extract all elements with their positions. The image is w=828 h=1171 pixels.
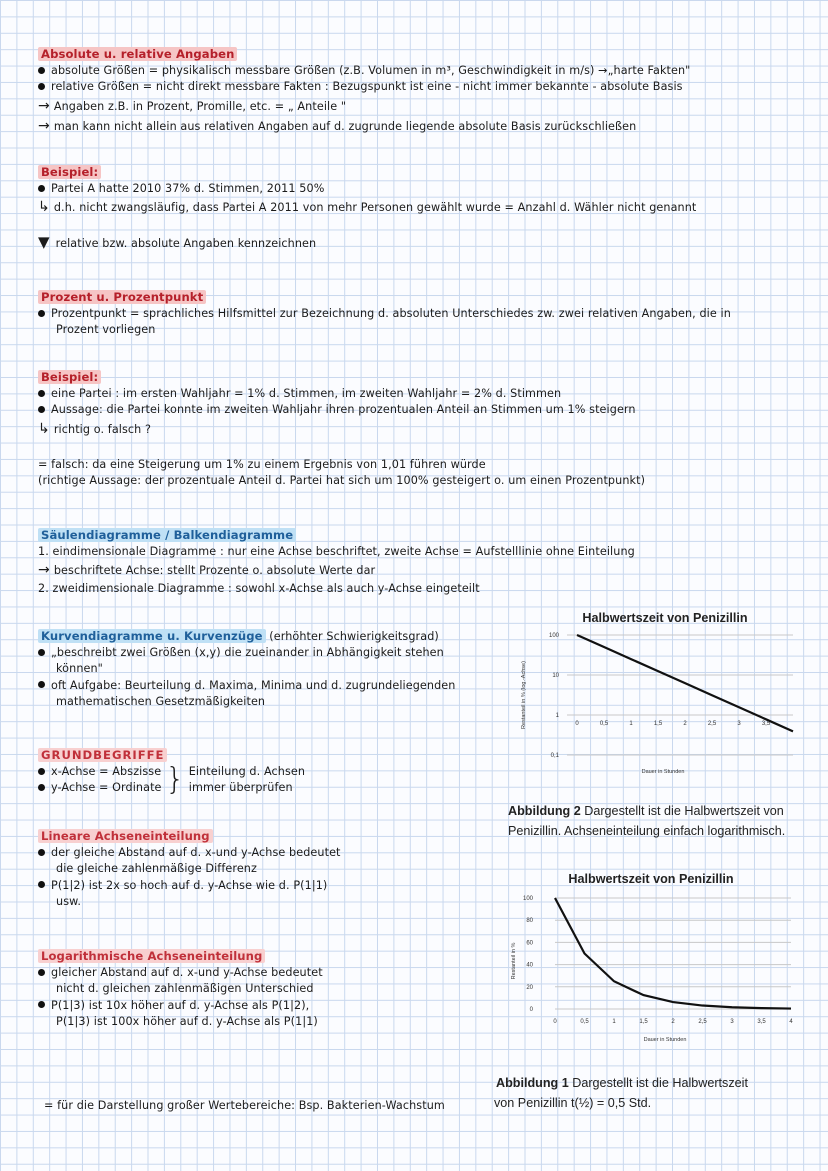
section-kurvendiagramme (38, 628, 518, 710)
bullet-icon (38, 390, 45, 397)
arrow-right-icon: → (38, 97, 50, 114)
text-line: immer überprüfen (188, 781, 293, 795)
x-tick-label: 2 (683, 721, 687, 727)
arrow-right-icon: → (38, 118, 50, 134)
text-line: (richtige Aussage: der prozentuale Anteil d. Partei hat sich um 100% gesteigert o. um einen Prozentpunkt) (38, 474, 646, 488)
section-title: Lineare Achseneinteilung (38, 829, 213, 843)
x-tick-label: 1 (612, 1019, 616, 1025)
bullet-icon (38, 310, 45, 317)
bullet-icon (38, 681, 45, 688)
text-line: richtig o. falsch ? (53, 422, 152, 436)
series-line (555, 898, 791, 1009)
x-tick-label: 0 (575, 721, 579, 727)
section-title: Logarithmische Achseneinteilung (38, 949, 265, 963)
y-tick-label: 100 (548, 633, 559, 639)
section-title: Säulendiagramme / Balkendiagramme (38, 528, 296, 542)
text-line: relative Größen = nicht direkt messbare Fakten : Bezugspunkt ist eine - nicht immer bekannte - absolute Basis (51, 80, 683, 94)
x-tick-label: 1,5 (653, 721, 663, 727)
arrow-right-icon: → (38, 562, 50, 579)
text-line: eine Partei : im ersten Wahljahr = 1% d. Stimmen, im zweiten Wahljahr = 2% d. Stimmen (51, 387, 562, 401)
figure-1-caption (494, 1074, 814, 1113)
x-tick-label: 3,5 (761, 721, 771, 727)
x-tick-label: 0 (553, 1019, 557, 1025)
figure-2-caption (508, 802, 818, 841)
y-tick-label: 40 (526, 962, 533, 969)
caption-label: Abbildung 2 (508, 804, 581, 818)
text-line: d.h. nicht zwangsläufig, dass Partei A 2011 von mehr Personen gewählt wurde = Anzahl d. Wähler nicht genannt (53, 201, 697, 215)
text-line: Angaben z.B. in Prozent, Promille, etc. = „ Anteile " (53, 99, 347, 113)
text-line: Prozentpunkt = sprachliches Hilfsmittel zur Bezeichnung d. absoluten Unterschiedes zw. zwei relativen Angaben, die in (51, 307, 731, 321)
caption-text: Dargestellt ist die Halbwertszeit (568, 1076, 748, 1090)
chart-title: Halbwertszeit von Penizillin (582, 611, 748, 625)
text-line: der gleiche Abstand auf d. x-und y-Achse bedeutet (51, 846, 341, 860)
text-line: „beschreibt zwei Größen (x,y) die zueinander in Abhängigkeit stehen (51, 646, 444, 660)
exclamation-icon: ▼ (38, 232, 50, 251)
section-title: GRUNDBEGRIFFE (38, 748, 167, 762)
text-line: 1. eindimensionale Diagramme : nur eine Achse beschriftet, zweite Achse = Aufstelllinie ohne Einteilung (38, 545, 635, 559)
text-line: oft Aufgabe: Beurteilung d. Maxima, Minima und d. zugrundeliegenden (51, 678, 456, 692)
x-tick-label: 1 (629, 721, 633, 727)
text-line: Prozent vorliegen (56, 323, 156, 337)
x-axis-label: Dauer in Stunden (641, 769, 685, 775)
y-tick-label: 0,1 (550, 753, 559, 759)
section-title: Prozent u. Prozentpunkt (38, 290, 206, 304)
text-line: relative bzw. absolute Angaben kennzeichnen (55, 236, 317, 250)
text-line: nicht d. gleichen zahlenmäßigen Unterschied (56, 982, 314, 996)
bullet-icon (38, 784, 45, 791)
bullet-icon (38, 969, 45, 976)
x-tick-label: 0,5 (599, 721, 609, 727)
brace-icon: } (165, 762, 185, 798)
chart-gridlines (567, 635, 793, 755)
example-title: Beispiel: (38, 370, 101, 384)
x-tick-label: 0,5 (580, 1019, 589, 1025)
chart-gridlines (555, 898, 791, 1009)
text-line: können" (56, 662, 103, 676)
y-tick-label: 80 (526, 918, 533, 925)
x-tick-label: 3 (737, 721, 741, 727)
text-line: = falsch: da eine Steigerung um 1% zu einem Ergebnis von 1,01 führen würde (38, 458, 486, 471)
caption-text: von Penizillin t(½) = 0,5 Std. (494, 1095, 652, 1110)
text-line: = für die Darstellung großer Wertebereiche: Bsp. Bakterien-Wachstum (44, 1099, 445, 1112)
example-title: Beispiel: (38, 165, 101, 179)
text-line: gleicher Abstand auf d. x-und y-Achse bedeutet (51, 966, 323, 980)
x-tick-label: 3 (730, 1019, 734, 1025)
section-log-achse (38, 948, 488, 1030)
caption-text: Dargestellt ist die Halbwertszeit von (580, 804, 784, 818)
x-tick-label: 4 (789, 1019, 793, 1025)
text-line: die gleiche zahlenmäßige Differenz (56, 862, 257, 876)
y-axis-label: Restanteil in % (511, 942, 517, 980)
bullet-icon (38, 1001, 45, 1008)
series-line (577, 635, 793, 731)
arrow-turn-right-icon: ↳ (38, 199, 50, 216)
caption-label: Abbildung 1 (496, 1076, 569, 1090)
text-line: Partei A hatte 2010 37% d. Stimmen, 2011 50% (51, 182, 325, 196)
text-line: Aussage: die Partei konnte im zweiten Wahljahr ihren prozentualen Anteil an Stimmen um 1% steigern (51, 403, 636, 417)
text-line: P(1|2) ist 2x so hoch auf d. y-Achse wie d. P(1|1) (51, 878, 328, 892)
y-tick-label: 1 (555, 713, 559, 719)
y-tick-label: 10 (552, 673, 559, 679)
text-line: 2. zweidimensionale Diagramme : sowohl x-Achse als auch y-Achse eingeteilt (38, 581, 480, 595)
y-tick-label: 20 (526, 984, 533, 991)
y-tick-label: 60 (526, 940, 533, 947)
text-line: man kann nicht allein aus relativen Angaben auf d. zugrunde liegende absolute Basis zurückschließen (53, 120, 637, 133)
arrow-turn-right-icon: ↳ (38, 420, 50, 437)
text-line: usw. (56, 894, 81, 908)
section-lineare-achse (38, 828, 458, 910)
section-subtitle: (erhöhter Schwierigkeitsgrad) (269, 630, 439, 643)
y-axis-label: Restanteil in % (log.-Achse) (521, 661, 527, 729)
section-saeulendiagramme (38, 527, 758, 597)
text-line: beschriftete Achse: stellt Prozente o. absolute Werte dar (53, 564, 376, 578)
bullet-icon (38, 67, 45, 74)
caption-text: Penizillin. Achseneinteilung einfach logarithmisch. (508, 823, 786, 838)
text-line: Einteilung d. Achsen (188, 765, 306, 779)
text-line: mathematischen Gesetzmäßigkeiten (56, 694, 266, 708)
text-line: x-Achse = Abszisse (51, 765, 162, 779)
section-title: Kurvendiagramme u. Kurvenzüge (38, 629, 266, 643)
chart-log (505, 605, 805, 785)
example-2 (38, 369, 808, 489)
section-absolute-relative (38, 46, 690, 136)
text-line: P(1|3) ist 100x höher auf d. y-Achse als P(1|1) (56, 1014, 318, 1028)
bullet-icon (38, 881, 45, 888)
chart-linear (505, 866, 805, 1056)
bullet-icon (38, 185, 45, 192)
x-tick-label: 2,5 (707, 721, 717, 727)
x-axis-label: Dauer in Stunden (643, 1037, 687, 1043)
chart-title: Halbwertszeit von Penizillin (568, 872, 734, 886)
section-prozentpunkt (38, 289, 798, 339)
text-line: absolute Größen = physikalisch messbare Größen (z.B. Volumen in m³, Geschwindigkeit in m/s) →„harte Fakten" (51, 64, 691, 78)
bullet-icon (38, 849, 45, 856)
section-title: Absolute u. relative Angaben (38, 47, 237, 61)
x-tick-label: 2 (671, 1019, 675, 1025)
bullet-icon (38, 768, 45, 775)
example-1 (38, 164, 696, 254)
y-tick-label: 0 (529, 1007, 533, 1013)
bullet-icon (38, 83, 45, 90)
text-line: P(1|3) ist 10x höher auf d. y-Achse als P(1|2), (51, 998, 310, 1012)
y-tick-label: 100 (522, 896, 533, 902)
x-tick-label: 3,5 (757, 1019, 766, 1025)
x-tick-label: 2,5 (698, 1019, 707, 1025)
section-grundbegriffe (38, 747, 368, 797)
bullet-icon (38, 649, 45, 656)
bullet-icon (38, 406, 45, 413)
x-tick-label: 1,5 (639, 1019, 648, 1025)
text-line: y-Achse = Ordinate (51, 781, 162, 795)
